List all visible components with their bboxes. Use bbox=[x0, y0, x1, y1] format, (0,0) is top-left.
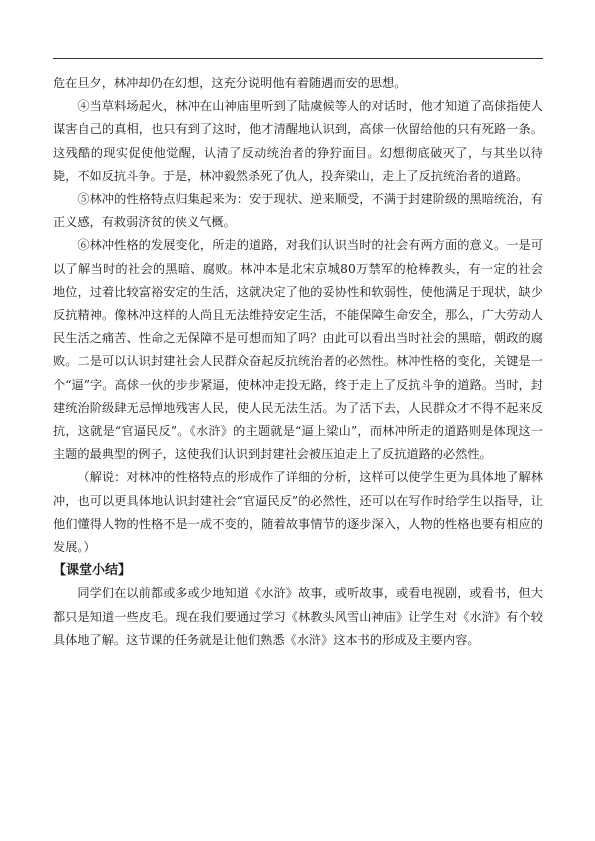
paragraph-continuation: 危在旦夕，林冲却仍在幻想，这充分说明他有着随遇而安的思想。 bbox=[53, 76, 407, 90]
section-heading-summary: 【课堂小结】 bbox=[53, 563, 132, 579]
paragraph-point-6: ⑥林冲性格的发展变化，所走的道路，对我们认识当时的社会有两方面的意义。一是可以了解当时的社会的黑暗、腐败。林冲本是北宋京城80万禁军的枪棒教头，有一定的社会地位，过着比较富裕安定的生活，这就决定了他的妥协性和软弱性，使他满足于现状，缺少反抗精神。像林冲这样的人尚且无法维持安定生活，不能保障生命安全，那么，广大劳动人民生活之痛苦、性命之无保障不是可想而知了吗？由此可以看出当时社会的黑暗，朝政的腐败。二是可以认识封建社会人民群众奋起反抗统治者的必然性。林冲性格的变化，关键是一个“逼”字。高俅一伙的步步紧逼，使林冲走投无路，终于走上了反抗斗争的道路。当时，封建统治阶级肆无忌惮地残害人民，使人民无法生活。为了活下去，人民群众才不得不起来反抗，这就是“官逼民反”。《水浒》的主题就是“逼上梁山”，而林冲所走的道路则是体现这一主题的最典型的例子，这使我们认识到封建社会被压迫走上了反抗道路的必然性。 bbox=[53, 238, 543, 462]
analysis-note: （解说：对林冲的性格特点的形成作了详细的分析，这样可以使学生更为具体地了解林冲，也可以更具体地认识封建社会“官逼民反”的必然性，还可以在写作时给学生以指导，让他们懂得人物的性格不是一成不变的，随着故事情节的逐步深入，人物的性格也要有相应的发展。） bbox=[53, 470, 543, 555]
summary-paragraph: 同学们在以前都或多或少地知道《水浒》故事，或听故事，或看电视剧，或看书，但大都只是知道一些皮毛。现在我们要通过学习《林教头风雪山神庙》让学生对《水浒》有个较具体地了解。这节课的任务就是让他们熟悉《水浒》这本书的形成及主要内容。 bbox=[53, 586, 543, 647]
paragraph-point-5: ⑤林冲的性格特点归集起来为：安于现状、逆来顺受，不满于封建阶级的黑暗统治，有正义感，有救弱济贫的侠义气概。 bbox=[53, 192, 543, 230]
paragraph-point-4: ④当草料场起火，林冲在山神庙里听到了陆虞候等人的对话时，他才知道了高俅指使人谋害自己的真相，也只有到了这时，他才清醒地认识到，高俅一伙留给他的只有死路一条。这残酷的现实促使他觉醒，认清了反动统治者的狰狞面目。幻想彻底破灭了，与其坐以待毙，不如反抗斗争。于是，林冲毅然杀死了仇人，投奔梁山，走上了反抗统治者的道路。 bbox=[53, 99, 543, 183]
document-body bbox=[53, 72, 543, 652]
header-rule bbox=[53, 58, 543, 59]
